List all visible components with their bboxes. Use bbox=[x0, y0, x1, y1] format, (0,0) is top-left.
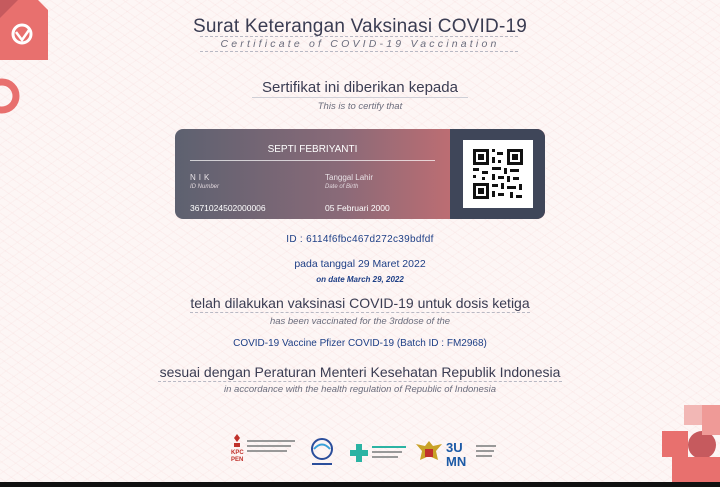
nik-sublabel: ID Number bbox=[190, 184, 220, 190]
vaccination-date-en: on date March 29, 2022 bbox=[316, 275, 404, 284]
certify-subheading: This is to certify that bbox=[317, 101, 403, 112]
nik-label: NIK bbox=[190, 173, 213, 182]
vaccination-statement: telah dilakukan vaksinasi COVID-19 untuk dosis ketiga bbox=[190, 295, 530, 311]
svg-text:3U: 3U bbox=[446, 440, 463, 455]
kpcpen-logo bbox=[229, 432, 297, 466]
svg-text:MN: MN bbox=[446, 454, 467, 469]
title-divider bbox=[200, 36, 518, 37]
subtitle-divider bbox=[200, 51, 518, 52]
kominfo-logo bbox=[306, 436, 338, 468]
regulation-divider bbox=[158, 381, 562, 382]
qr-code-icon bbox=[463, 140, 533, 208]
garuda-emblem bbox=[414, 438, 444, 468]
dob-value: 05 Februari 2000 bbox=[325, 203, 390, 213]
dob-sublabel: Date of Birth bbox=[325, 184, 359, 190]
bottom-bar bbox=[0, 482, 720, 487]
svg-text:PEN: PEN bbox=[231, 457, 244, 463]
kemenkes-logo bbox=[346, 440, 410, 468]
regulation-statement: sesuai dengan Peraturan Menteri Kesehatan Republik Indonesia bbox=[159, 364, 561, 380]
regulation-statement-en: in accordance with the health regulation of Republic of Indonesia bbox=[224, 384, 496, 395]
identity-card bbox=[175, 129, 545, 219]
certificate-id: ID : 6114f6fbc467d272c39bdfdf bbox=[286, 234, 434, 245]
bumn-logo bbox=[446, 437, 498, 469]
vaccine-info: COVID-19 Vaccine Pfizer COVID-19 (Batch ID : FM2968) bbox=[233, 338, 487, 349]
dob-label: Tanggal Lahir bbox=[325, 173, 374, 182]
vaccination-date: pada tanggal 29 Maret 2022 bbox=[294, 258, 426, 270]
name-divider bbox=[190, 160, 435, 161]
certificate-subtitle: Certificate of COVID-19 Vaccination bbox=[220, 38, 500, 50]
nik-value: 3671024502000006 bbox=[190, 203, 266, 213]
qr-panel bbox=[450, 129, 545, 219]
certify-heading: Sertifikat ini diberikan kepada bbox=[262, 79, 458, 96]
certify-underline bbox=[252, 97, 468, 98]
statement-divider bbox=[190, 312, 530, 313]
vaccination-statement-en: has been vaccinated for the 3rddose of the bbox=[269, 316, 451, 327]
svg-text:KPC: KPC bbox=[231, 450, 244, 456]
bottom-right-decoration bbox=[662, 405, 720, 483]
certificate-title: Surat Keterangan Vaksinasi COVID-19 bbox=[192, 16, 528, 37]
holder-name: SEPTI FEBRIYANTI bbox=[267, 144, 358, 155]
